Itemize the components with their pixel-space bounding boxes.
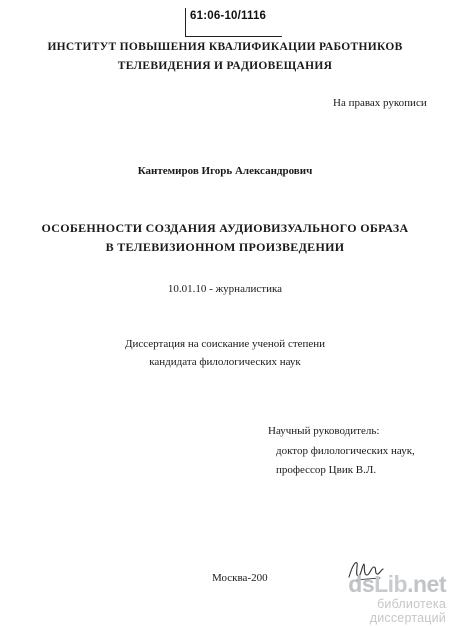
- catalog-number: 61:06-10/1116: [190, 10, 267, 22]
- watermark-logo: dsLib.net: [348, 571, 446, 597]
- dissertation-title-line2: В ТЕЛЕВИЗИОННОМ ПРОИЗВЕДЕНИИ: [105, 240, 345, 254]
- supervisor-name: профессор Цвик В.Л.: [276, 464, 377, 476]
- supervisor-label: Научный руководитель:: [268, 425, 380, 437]
- degree-line1: Диссертация на соискание ученой степени: [124, 338, 326, 350]
- specialty-code: 10.01.10 - журналистика: [167, 283, 283, 295]
- city-year: Москва-200: [212, 572, 268, 584]
- institute-name-line1: ИНСТИТУТ ПОВЫШЕНИЯ КВАЛИФИКАЦИИ РАБОТНИКОВ: [47, 41, 403, 53]
- rights-note: На правах рукописи: [333, 97, 427, 109]
- dslib-watermark: [298, 572, 446, 625]
- dissertation-title-line1: ОСОБЕННОСТИ СОЗДАНИЯ АУДИОВИЗУАЛЬНОГО ОБРАЗА: [41, 221, 409, 235]
- institute-name-line2: ТЕЛЕВИДЕНИЯ И РАДИОВЕЩАНИЯ: [117, 60, 333, 72]
- author-name: Кантемиров Игорь Александрович: [137, 165, 313, 177]
- watermark-subtitle: библиотека диссертаций: [369, 597, 446, 625]
- degree-line2: кандидата филологических наук: [149, 356, 301, 368]
- supervisor-degree: доктор филологических наук,: [276, 445, 415, 457]
